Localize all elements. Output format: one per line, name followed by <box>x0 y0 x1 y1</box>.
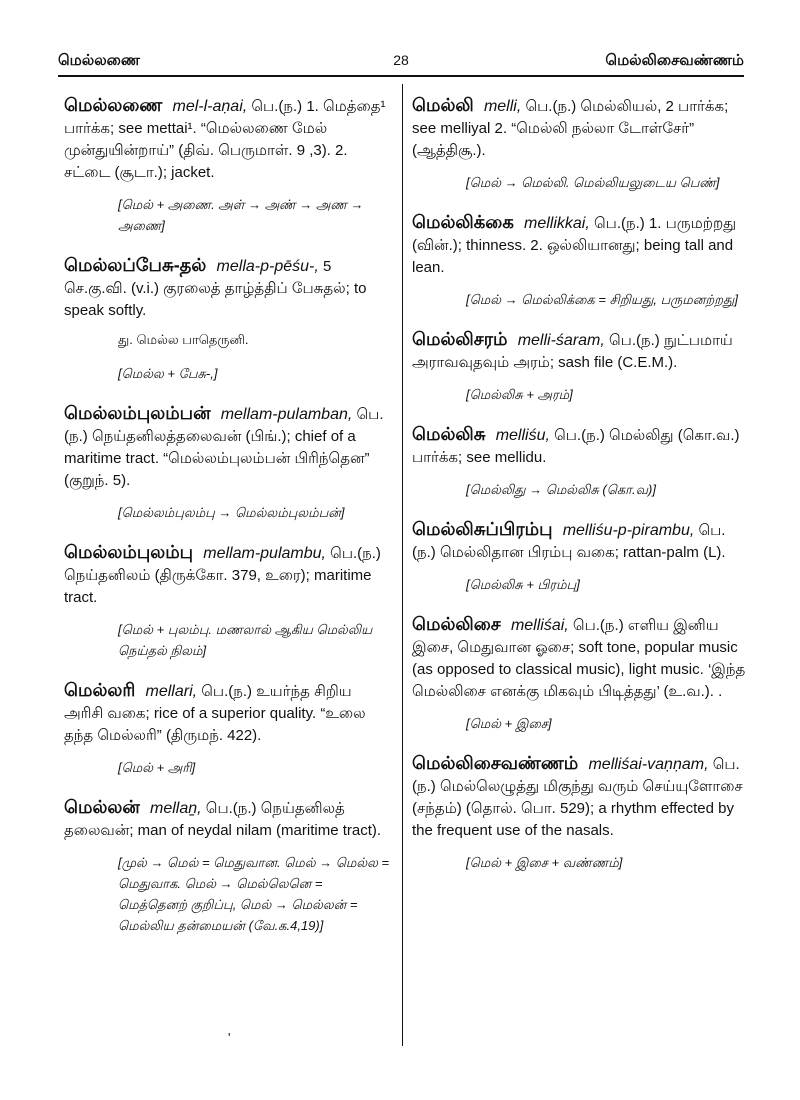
entry <box>412 211 746 279</box>
definition: பெ.(ந.) நெய்தனிலத்தலைவன் (பிங்.); chief of a maritime tract. “மெல்லம்புலம்பன் பிரிந்தென” (குறுந். 5). <box>64 406 384 489</box>
definition: பெ.(ந.) எளிய இனிய இசை, மெதுவான ஓசை; soft tone, popular music (as opposed to classical music), light music. ‘இந்த மெல்லிசை எனக்கு மிகவும் பிடித்தது’ (உ.வ.). . <box>412 617 746 700</box>
headword: மெல்லம்புலம்பன் <box>64 403 211 423</box>
entry <box>412 94 746 162</box>
entry <box>412 613 746 703</box>
header-right-guideword: மெல்லிசைவண்ணம் <box>605 52 744 69</box>
right-column <box>412 94 746 891</box>
header-rule <box>58 75 744 77</box>
entry <box>64 94 390 184</box>
transliteration: melli, <box>483 98 522 115</box>
headword: மெல்லப்பேசு-தல் <box>64 255 207 275</box>
page-number: 28 <box>393 52 409 68</box>
etymology: [மெல்ல + பேசு-,] <box>118 366 218 381</box>
stray-mark: ' <box>228 1030 231 1045</box>
headword: மெல்லிசு <box>412 424 486 444</box>
entry <box>412 752 746 842</box>
etymology: [மெல்லிசு + பிரம்பு] <box>466 577 580 592</box>
headword: மெல்லி <box>412 95 474 115</box>
entry <box>64 541 390 609</box>
etymology: [மெல் + அணை. அள் → அண் → அண → அணை] <box>118 197 364 233</box>
headword: மெல்லம்புலம்பு <box>64 542 194 562</box>
etymology: [மெல்லிது → மெல்லிசு (கொ.வ)] <box>466 482 656 497</box>
etymology: [மெல் + இசை + வண்ணம்] <box>466 855 623 870</box>
etymology: [மெல் + இசை] <box>466 716 552 731</box>
etymology: [மெல்லிசு + அரம்] <box>466 387 573 402</box>
etymology: [மெல் → மெல்லிக்கை = சிறியது, பருமனற்றது] <box>466 292 738 307</box>
definition: பெ.(ந.) 1. மெத்தை¹ பார்க்க; see mettai¹. “மெல்லணை மேல் முன்துயின்றாய்” (திவ். பெருமாள். 9 ,3). 2. சட்டை (சூடா.); jacket. <box>64 98 386 181</box>
definition: பெ.(ந.) மெல்லிது (கொ.வ.) பார்க்க; see mellidu. <box>412 427 740 466</box>
etymology: [முல் → மெல் = மெதுவான. மெல் → மெல்ல = மெதுவாக. மெல் → மெல்லெனெ = மெத்தெனற் குறிப்பு, மெல் → மெல்லன் = மெல்லிய தன்மையன் (வே.க.4,19)] <box>118 855 390 933</box>
definition: பெ.(ந.) மெல்லிதான பிரம்பு வகை; rattan-palm (L). <box>412 522 726 561</box>
column-divider <box>402 84 403 1046</box>
entry <box>412 518 746 564</box>
entry <box>412 423 746 469</box>
etymology: [மெல் + புலம்பு. மணலால் ஆகிய மெல்லிய நெய்தல் நிலம்] <box>118 622 373 658</box>
headword: மெல்லிசைவண்ணம் <box>412 753 579 773</box>
header-left-guideword: மெல்லணை <box>58 52 140 69</box>
headword: மெல்லிசை <box>412 614 501 634</box>
headword: மெல்லிக்கை <box>412 212 514 232</box>
definition: பெ.(ந.) 1. பருமற்றது (வின்.); thinness. 2. ஒல்லியானது; being tall and lean. <box>412 215 737 276</box>
definition: பெ.(ந.) மெல்லியல், 2 பார்க்க; see melliyal 2. “மெல்லி நல்லா டோள்சேர்” (ஆத்திசூ.). <box>412 98 729 159</box>
entry <box>64 254 390 322</box>
running-header <box>58 48 744 74</box>
headword: மெல்லிசரம் <box>412 329 508 349</box>
transliteration: mellari, <box>145 683 198 700</box>
headword: மெல்லணை <box>64 95 163 115</box>
etymology: [மெல் → மெல்லி. மெல்லியலுடைய பெண்] <box>466 175 720 190</box>
transliteration: mellikkai, <box>524 215 590 232</box>
transliteration: melli-śaram, <box>517 332 605 349</box>
transliteration: mel-l-aṇai, <box>172 98 248 115</box>
entry <box>64 402 390 492</box>
transliteration: mellam-pulamban, <box>220 406 353 423</box>
headword: மெல்லன் <box>64 797 140 817</box>
definition: பெ.(ந.) மெல்லெழுத்து மிகுந்து வரும் செய்யுளோசை (சந்தம்) (தொல். பொ. 529); a rhythm effected by the frequent use of the nasals. <box>412 756 743 839</box>
transliteration: melliśai-vaṇṇam, <box>588 756 709 773</box>
headword: மெல்லரி <box>64 680 136 700</box>
left-column <box>64 94 390 954</box>
definition: பெ.(ந.) நுட்பமாய் அராவவுதவும் அரம்; sash file (C.E.M.). <box>412 332 733 371</box>
transliteration: mellam-pulambu, <box>203 545 326 562</box>
transliteration: melliśu, <box>495 427 550 444</box>
transliteration: mellaṉ, <box>150 800 202 817</box>
etymology: [மெல் + அரி] <box>118 760 196 775</box>
transliteration: mella-p-pēśu-, <box>216 258 319 275</box>
cognate-note: து. மெல்ல பாதெருனி. <box>118 332 249 347</box>
entry <box>64 796 390 842</box>
headword: மெல்லிசுப்பிரம்பு <box>412 519 553 539</box>
definition: பெ.(ந.) நெய்தனிலம் (திருக்கோ. 379, உரை); maritime tract. <box>64 545 381 606</box>
entry <box>412 328 746 374</box>
transliteration: melliśai, <box>510 617 569 634</box>
entry <box>64 679 390 747</box>
transliteration: melliśu-p-pirambu, <box>562 522 695 539</box>
definition: பெ.(ந.) நெய்தனிலத் தலைவன்; man of neydal nilam (maritime tract). <box>64 800 382 839</box>
etymology: [மெல்லம்புலம்பு → மெல்லம்புலம்பன்] <box>118 505 345 520</box>
definition: பெ.(ந.) உயர்ந்த சிறிய அரிசி வகை; rice of a superior quality. “உலை தந்த மெல்லரி” (திருமந். 422). <box>64 683 366 744</box>
definition: 5 செ.கு.வி. (v.i.) குரலைத் தாழ்த்திப் பேசுதல்; to speak softly. <box>64 258 367 319</box>
